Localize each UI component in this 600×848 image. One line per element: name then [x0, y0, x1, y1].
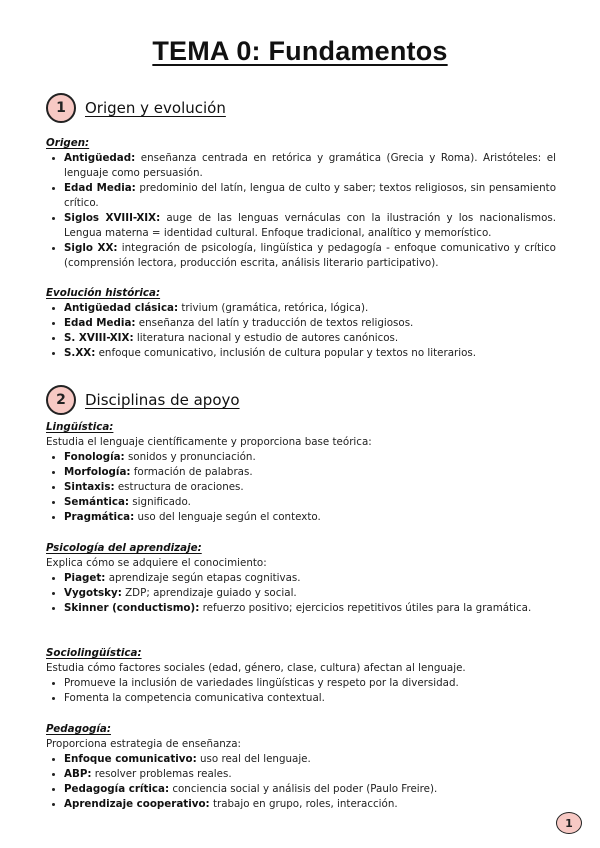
linguistica-list	[46, 450, 556, 525]
list-item: • Antigüedad clásica: trivium (gramática, retórica, lógica).	[64, 301, 556, 316]
linguistica-heading: Lingüística:	[46, 421, 114, 433]
section-1-title: Origen y evolución	[85, 99, 226, 117]
section-1-header	[46, 93, 226, 123]
sociolinguistica-intro: Estudia cómo factores sociales (edad, género, clase, cultura) afectan al lenguaje.	[46, 662, 466, 674]
list-item: • Enfoque comunicativo: uso real del lenguaje.	[64, 752, 556, 767]
psicologia-block	[46, 541, 556, 616]
psicologia-intro: Explica cómo se adquiere el conocimiento:	[46, 557, 267, 569]
page-number: 1	[556, 812, 582, 834]
pedagogia-block	[46, 722, 556, 812]
sociolinguistica-list	[46, 676, 556, 706]
linguistica-block	[46, 420, 556, 525]
list-item: • S. XVIII-XIX: literatura nacional y estudio de autores canónicos.	[64, 331, 556, 346]
section-2-header	[46, 385, 240, 415]
list-item: • Morfología: formación de palabras.	[64, 465, 556, 480]
linguistica-intro: Estudia el lenguaje científicamente y proporciona base teórica:	[46, 436, 372, 448]
list-item: • Semántica: significado.	[64, 495, 556, 510]
origen-heading: Origen:	[46, 137, 90, 149]
evolucion-block	[46, 286, 556, 361]
list-item: • Vygotsky: ZDP; aprendizaje guiado y social.	[64, 586, 556, 601]
origen-list	[46, 151, 556, 271]
origen-block	[46, 136, 556, 271]
list-item: • Aprendizaje cooperativo: trabajo en grupo, roles, interacción.	[64, 797, 556, 812]
list-item: • Siglos XVIII-XIX: auge de las lenguas vernáculas con la ilustración y los nacionalismos. Lengua materna = identidad cultural. Enfoque tradicional, analítico y memorístico.	[64, 211, 556, 241]
list-item: • S.XX: enfoque comunicativo, inclusión de cultura popular y textos no literarios.	[64, 346, 556, 361]
list-item: • Skinner (conductismo): refuerzo positivo; ejercicios repetitivos útiles para la gramática.	[64, 601, 556, 616]
pedagogia-intro: Proporciona estrategia de enseñanza:	[46, 738, 241, 750]
section-2-title: Disciplinas de apoyo	[85, 391, 240, 409]
list-item: • Pedagogía crítica: conciencia social y análisis del poder (Paulo Freire).	[64, 782, 556, 797]
list-item: • Fonología: sonidos y pronunciación.	[64, 450, 556, 465]
list-item: • ABP: resolver problemas reales.	[64, 767, 556, 782]
list-item: • Sintaxis: estructura de oraciones.	[64, 480, 556, 495]
list-item: • Pragmática: uso del lenguaje según el contexto.	[64, 510, 556, 525]
sociolinguistica-block	[46, 646, 556, 706]
pedagogia-heading: Pedagogía:	[46, 723, 111, 735]
list-item: • Piaget: aprendizaje según etapas cognitivas.	[64, 571, 556, 586]
psicologia-list	[46, 571, 556, 616]
page-title: TEMA 0: Fundamentos	[152, 36, 448, 66]
psicologia-heading: Psicología del aprendizaje:	[46, 542, 202, 554]
list-item: • Edad Media: enseñanza del latín y traducción de textos religiosos.	[64, 316, 556, 331]
pedagogia-list	[46, 752, 556, 812]
section-1-number: 1	[46, 93, 76, 123]
list-item: • Promueve la inclusión de variedades lingüísticas y respeto por la diversidad.	[64, 676, 556, 691]
list-item: • Antigüedad: enseñanza centrada en retórica y gramática (Grecia y Roma). Aristóteles: el lenguaje como persuasión.	[64, 151, 556, 181]
sociolinguistica-heading: Sociolingüística:	[46, 647, 142, 659]
evolucion-heading: Evolución histórica:	[46, 287, 161, 299]
list-item: • Fomenta la competencia comunicativa contextual.	[64, 691, 556, 706]
evolucion-list	[46, 301, 556, 361]
section-2-number: 2	[46, 385, 76, 415]
list-item: • Edad Media: predominio del latín, lengua de culto y saber; textos religiosos, sin pensamiento crítico.	[64, 181, 556, 211]
list-item: • Siglo XX: integración de psicología, lingüística y pedagogía - enfoque comunicativo y crítico (comprensión lectora, producción escrita, análisis literario participativo).	[64, 241, 556, 271]
